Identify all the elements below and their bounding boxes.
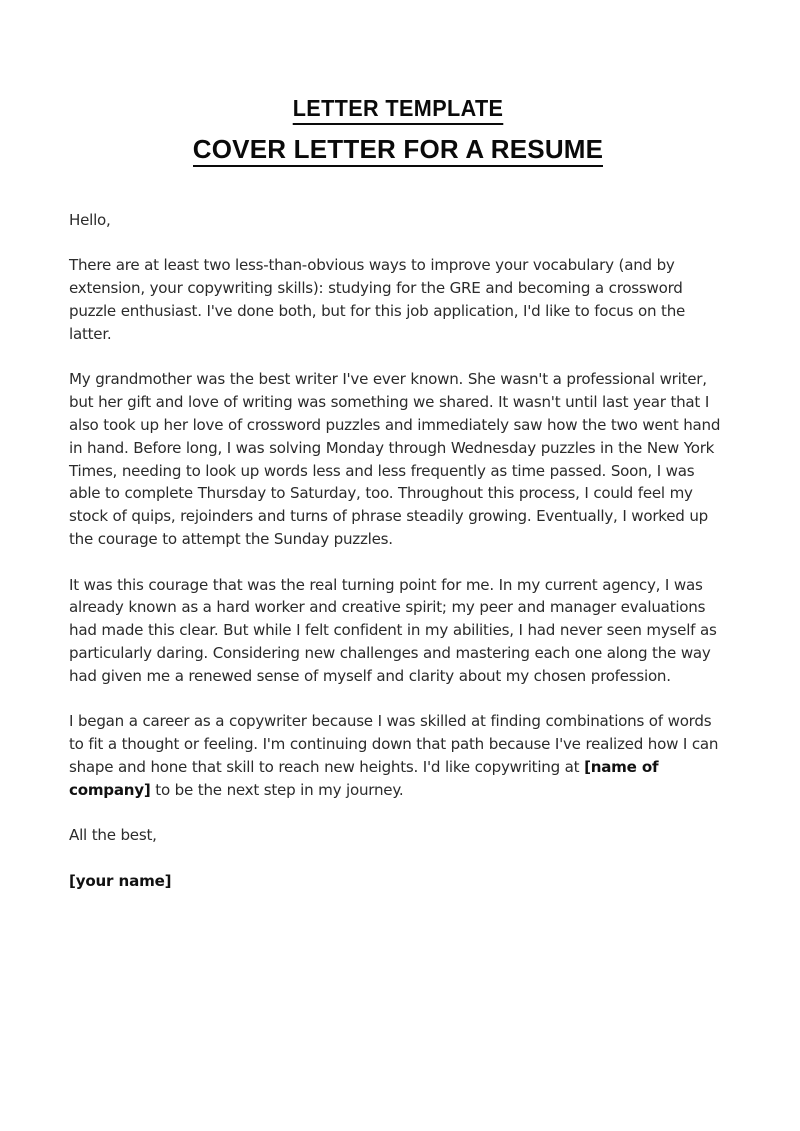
company-name-placeholder[interactable]: [name of company] [69,757,659,799]
body-paragraph-4 [69,710,727,801]
letter-body [69,209,727,893]
body-paragraph-3: It was this courage that was the real turning point for me. In my current agency, I was already known as a hard worker and creative spirit; my peer and manager evaluations had made this clear. But while I felt confident in my abilities, I had never seen myself as particularly daring. Considering new challenges and mastering each one along the way had given me a renewed sense of myself and clarity about my chosen profession. [69,575,717,685]
body-paragraph-1: There are at least two less-than-obvious ways to improve your vocabulary (and by extension, your copywriting skills): studying for the GRE and becoming a crossword puzzle enthusiast. I've done both, but for this job application, I'd like to focus on the latter. [69,256,686,343]
document-title: LETTER TEMPLATE [293,96,504,125]
signature-name-placeholder[interactable]: [your name] [69,871,172,890]
heading-line-1-row [69,96,727,125]
heading-line-2-row [69,135,727,167]
letter-content [69,0,727,893]
final-paragraph-text-after: to be the next step in my journey. [150,780,404,799]
letter-heading [69,0,727,167]
body-paragraph-2: My grandmother was the best writer I've ever known. She wasn't a professional writer, but her gift and love of writing was something we shared. It wasn't until last year that I also took up her love of crossword puzzles and immediately saw how the two went hand in hand. Before long, I was solving Monday through Wednesday puzzles in the New York Times, needing to look up words less and less frequently as time passed. Soon, I was able to complete Thursday to Saturday, too. Throughout this process, I could feel my stock of quips, rejoinders and turns of phrase steadily growing. Eventually, I worked up the courage to attempt the Sunday puzzles. [69,370,721,549]
final-paragraph-text-before: I began a career as a copywriter because I was skilled at finding combinations of words to fit a thought or feeling. I'm continuing down that path because I've realized how I can shape and hone that skill to reach new heights. I'd like copywriting at [69,712,719,776]
closing-line: All the best, [69,826,157,845]
salutation: Hello, [69,210,111,229]
document-subtitle: COVER LETTER FOR A RESUME [193,135,603,167]
